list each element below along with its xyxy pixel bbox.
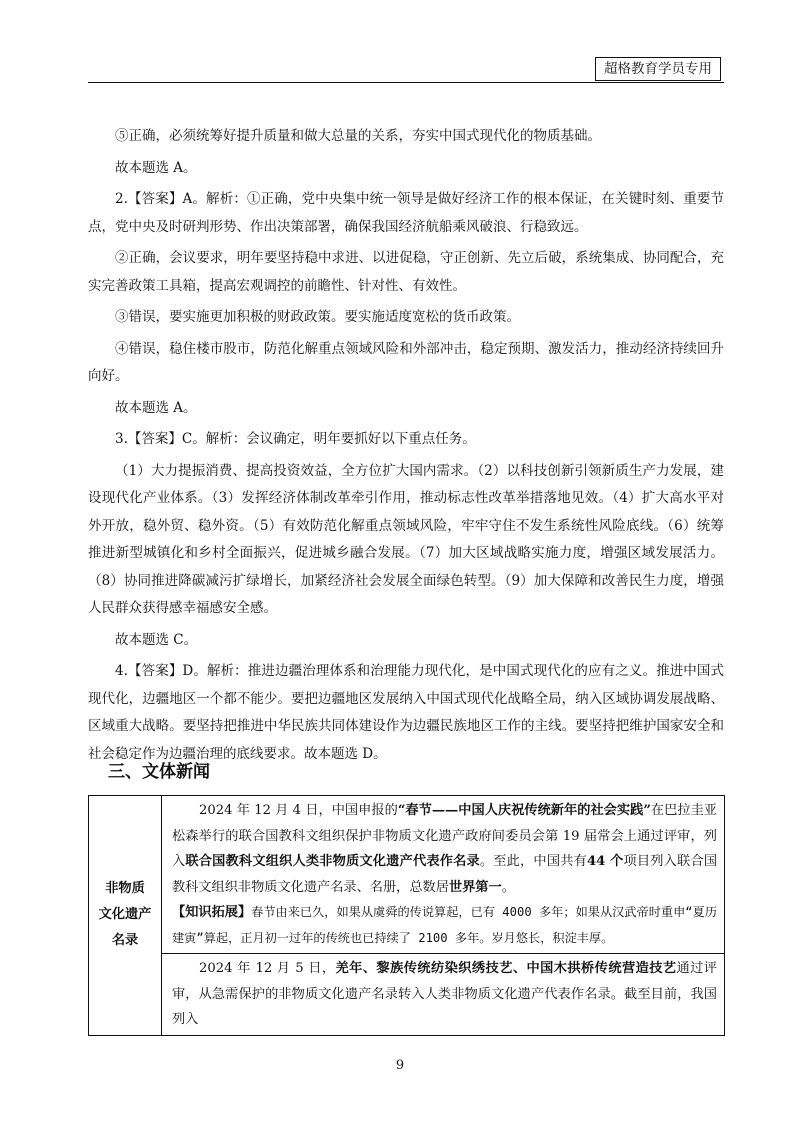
paragraph: ③错误，要实施更加积极的财政政策。要实施适度宽松的货币政策。 [115, 309, 520, 325]
section-title: 三、文体新闻 [108, 762, 210, 782]
paragraph: ⑤正确，必须统筹好提升质量和做大总量的关系，夯实中国式现代化的物质基础。 [115, 128, 601, 144]
watermark-stamp: 超格教育学员专用 [595, 57, 721, 81]
table-row [89, 954, 725, 1036]
paragraph: 故本题选 C。 [115, 631, 198, 648]
category-line: 名录 [111, 933, 139, 949]
news-table [88, 795, 725, 1036]
paragraph: ②正确，会议要求，明年要坚持稳中求进、以进促稳，守正创新、先立后破，系统集成、协同配合，充实完善政策工具箱，提高宏观调控的前瞻性、针对性、有效性。 [88, 250, 724, 294]
paragraph: ④错误，稳住楼市股市，防范化解重点领域风险和外部冲击，稳定预期、激发活力，推动经济持续回升向好。 [88, 340, 724, 384]
table-row [89, 796, 725, 954]
entry-text: 2024 年 12 月 4 日，中国申报的“春节——中国人庆祝传统新年的社会实践”在巴拉圭亚松森举行的联合国教科文组织保护非物质文化遗产政府间委员会第 19 届常会上通过评审，列入联合国教科文组织人类非物质文化遗产代表作名录。至此，中国共有44 个项目列入联合国教科文组织非物质文化遗产名录、名册，总数居世界第一。 [172, 803, 718, 895]
paragraph: 故本题选 A。 [115, 159, 197, 176]
entry-text: 2024 年 12 月 5 日，羌年、黎族传统纺染织绣技艺、中国木拱桥传统营造技艺通过评审，从急需保护的非物质文化遗产名录转入人类非物质文化遗产代表作名录。截至目前，我国列入 [172, 961, 717, 1027]
paragraph: 2.【答案】A。解析：①正确，党中央集中统一领导是做好经济工作的根本保证，在关键时刻、重要节点，党中央及时研判形势、作出决策部署，确保我国经济航船乘风破浪、行稳致远。 [88, 191, 724, 235]
answer-explanations [88, 123, 724, 768]
knowledge-extension [172, 900, 717, 951]
entry-cell [162, 954, 725, 1036]
extension-text: 春节由来已久，如果从虞舜的传说算起，已有 4000 多年；如果从汉武帝时重申“夏历建寅”算起，正月初一过年的传统也已持续了 2100 多年。岁月悠长，积淀丰厚。 [172, 905, 718, 945]
category-cell [89, 796, 162, 1036]
paragraph: （1）大力提振消费、提高投资效益，全方位扩大国内需求。（2）以科技创新引领新质生产力发展，建设现代化产业体系。（3）发挥经济体制改革牵引作用，推动标志性改革举措落地见效。（4）扩大高水平对外开放，稳外贸、稳外资。（5）有效防范化解重点领域风险，牢牢守住不发生系统性风险底线。（6）统筹推进新型城镇化和乡村全面振兴，促进城乡融合发展。（7）加大区域战略实施力度，增强区域发展活力。（8）协同推进降碳减污扩绿增长，加紧经济社会发展全面绿色转型。（9）加大保障和改善民生力度，增强人民群众获得感幸福感安全感。 [88, 462, 724, 616]
entry-cell [162, 796, 725, 954]
extension-label: 【知识拓展】 [172, 905, 252, 920]
paragraph: 4.【答案】D。解析：推进边疆治理体系和治理能力现代化，是中国式现代化的应有之义。推进中国式现代化，边疆地区一个都不能少。要把边疆地区发展纳入中国式现代化战略全局，纳入区域协调发展战略、区域重大战略。要坚持把推进中华民族共同体建设作为边疆民族地区工作的主线。要坚持把维护国家安全和社会稳定作为边疆治理的底线要求。故本题选 D。 [88, 663, 724, 762]
page-number: 9 [395, 1058, 405, 1073]
header-rule [88, 82, 724, 83]
paragraph: 故本题选 A。 [115, 399, 197, 416]
paragraph: 3.【答案】C。解析：会议确定，明年要抓好以下重点任务。 [115, 431, 476, 447]
category-line: 非物质 [105, 881, 145, 897]
category-line: 文化遗产 [98, 907, 152, 923]
